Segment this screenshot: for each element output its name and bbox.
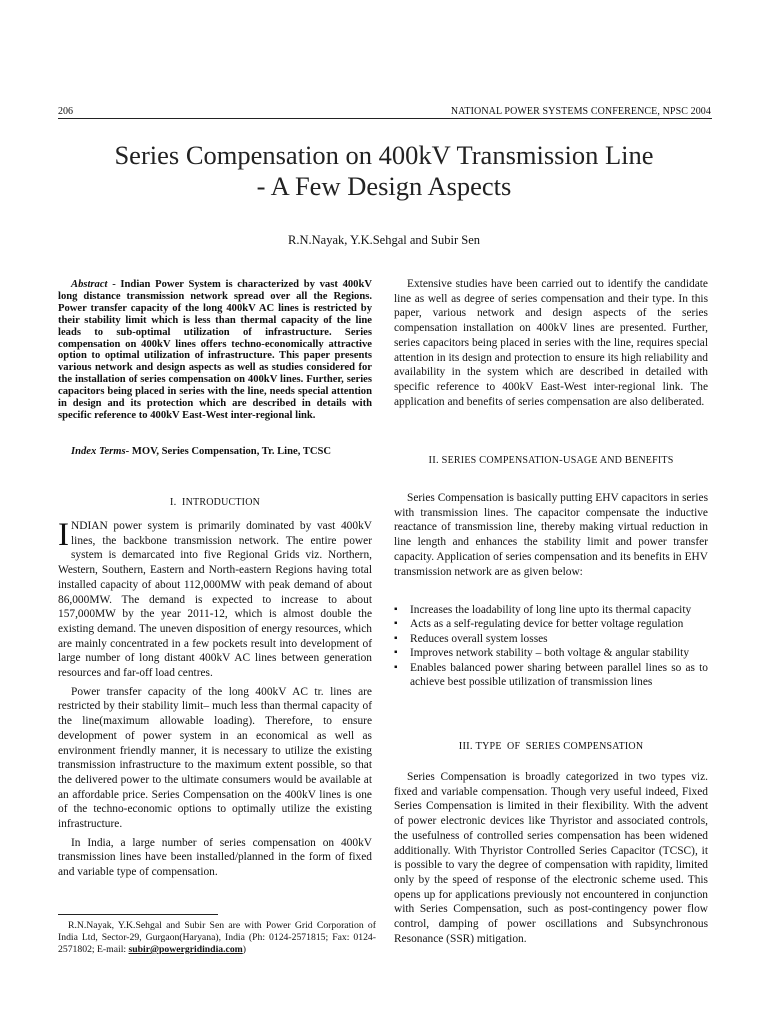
index-terms-label: Index Terms: [71, 446, 126, 457]
abstract: [58, 279, 372, 422]
index-terms: [58, 446, 372, 458]
benefits-list: [394, 603, 708, 689]
benefit-item: ▪ Reduces overall system losses: [394, 632, 708, 646]
page-number: 206: [58, 106, 73, 117]
benefit-item: ▪ Acts as a self-regulating device for better voltage regulation: [394, 617, 708, 631]
title-line-2: - A Few Design Aspects: [256, 171, 512, 201]
intro-continuation-paragraph: Extensive studies have been carried out to identify the candidate line as well as degree of series compensation and their type. In this paper, various network and design aspects of the series compensation installation on 400kV lines are presented. Further, series capacitors being placed in series with the line, requires special attention in its design and protection to ensure its high reliability and availability in the system which are described in detailed with specific reference to 400kV East-West inter-regional link. The application and benefits of series compensation are also deliberated.: [394, 278, 708, 408]
running-header: NATIONAL POWER SYSTEMS CONFERENCE, NPSC 2004: [450, 106, 711, 117]
section-heading-usage-benefits: II. SERIES COMPENSATION-USAGE AND BENEFITS: [428, 455, 674, 466]
introduction-paragraph-2: Power transfer capacity of the long 400kV AC tr. lines are restricted by their stability limit– much less than thermal capacity of the line(maximum allowable loading). Therefore, to ensure development of power system in an economical as well as environment friendly manner, it is necessary to utilize the existing transmission infrastructure to the maximum extent possible, so that the delivered power to the ultimate consumers would be available at an affordable price. Series Compensation on the 400kV lines is one of the techno-economic options to optimally utilize the existing infrastructure.: [58, 685, 372, 831]
drop-cap: I: [58, 517, 69, 553]
benefit-item: ▪ Increases the loadability of long line upto its thermal capacity: [394, 603, 708, 617]
type-of-compensation-paragraph: Series Compensation is broadly categorized in two types viz. fixed and variable compensation. Though very useful indeed, Fixed Series Compensation is limited in their flexibility. With the advent of power electronic devices like Thyristor and associated controls, the usefulness of controlled series compensation has been widened additionally. With Thyristor Controlled Series Capacitor (TCSC), it is possible to vary the degree of compensation with rapidity, limited only by the speed of response of the electronic scheme used. This opens up for applications previously not encountered in conjunction with Series Compensation, such as post-contingency power flow control, damping of power oscillations and Subsynchronous Resonance (SSR) mitigation.: [394, 771, 708, 945]
title-line-1: Series Compensation on 400kV Transmission Line: [114, 140, 654, 170]
benefit-item: ▪ Improves network stability – both voltage & angular stability: [394, 646, 708, 660]
benefit-item: ▪ Enables balanced power sharing between parallel lines so as to achieve best possible utilization of transmission lines: [394, 661, 708, 690]
introduction-paragraph-1: INDIAN power system is primarily dominated by vast 400kV lines, the backbone transmission network. The entire power system is demarcated into five Regional Grids viz. Northern, Western, Southern, Eastern and North-eastern Regions having total installed capacity of about 112,000MW with peak demand of about 86,000MW. The demand is expected to increase to about 157,000MW by the year 2011-12, which is almost double the existing demand. The uneven disposition of energy resources, which are mainly concentrated in a few pockets result into development of large number of long distant 400kV AC lines between generation resources and far-off load centres.: [58, 517, 372, 680]
usage-benefits-paragraph: Series Compensation is basically putting EHV capacitors in series with transmission lines. The capacitor compensate the inductive reactance of transmission line, thereby making virtual reduction in line length and enhances the stability limit and power transfer capacity. Application of series compensation and its benefits in EHV transmission network are as given below:: [394, 492, 708, 578]
abstract-label: Abstract: [71, 279, 108, 290]
section-heading-type-of-compensation: III. TYPE OF SERIES COMPENSATION: [458, 741, 644, 752]
paper-title: [40, 140, 728, 202]
email-link[interactable]: subir@powergridindia.com: [128, 944, 243, 955]
author-affiliation-footnote: R.N.Nayak, Y.K.Sehgal and Subir Sen are with Power Grid Corporation of India Ltd, Sector-29, Gurgaon(Haryana), India (Ph: 0124-2571815; Fax: 0124-2571802; E-mail: subir@powergridindia.com): [58, 920, 376, 955]
introduction-body: [58, 519, 372, 880]
header-rule: [58, 118, 712, 119]
abstract-text: - Indian Power System is characterized by vast 400kV long distance transmission network spread over all the Regions. Power transfer capacity of the long 400kV AC lines is restricted by their stability limit which is less than thermal capacity of the line leads to sub-optimal utilization of infrastructure. Series compensation on 400kV lines offers techno-economically attractive option to optimal utilization of infrastructure. This paper presents various network and design aspects as well as studies considered for the installation of series compensation on 400kV lines. Further, series capacitors being placed in series with the line, needs special attention in design and its protection which are described in details with specific reference to 400kV East-West inter-regional link.: [58, 279, 372, 421]
index-terms-text: - MOV, Series Compensation, Tr. Line, TCSC: [125, 446, 332, 457]
footnote-rule: [58, 914, 218, 915]
introduction-paragraph-3: In India, a large number of series compensation on 400kV transmission lines have been installed/planned in the form of fixed and variable type of compensation.: [58, 836, 372, 879]
author-list: R.N.Nayak, Y.K.Sehgal and Subir Sen: [288, 233, 480, 247]
section-heading-introduction: I. INTRODUCTION: [169, 497, 261, 508]
